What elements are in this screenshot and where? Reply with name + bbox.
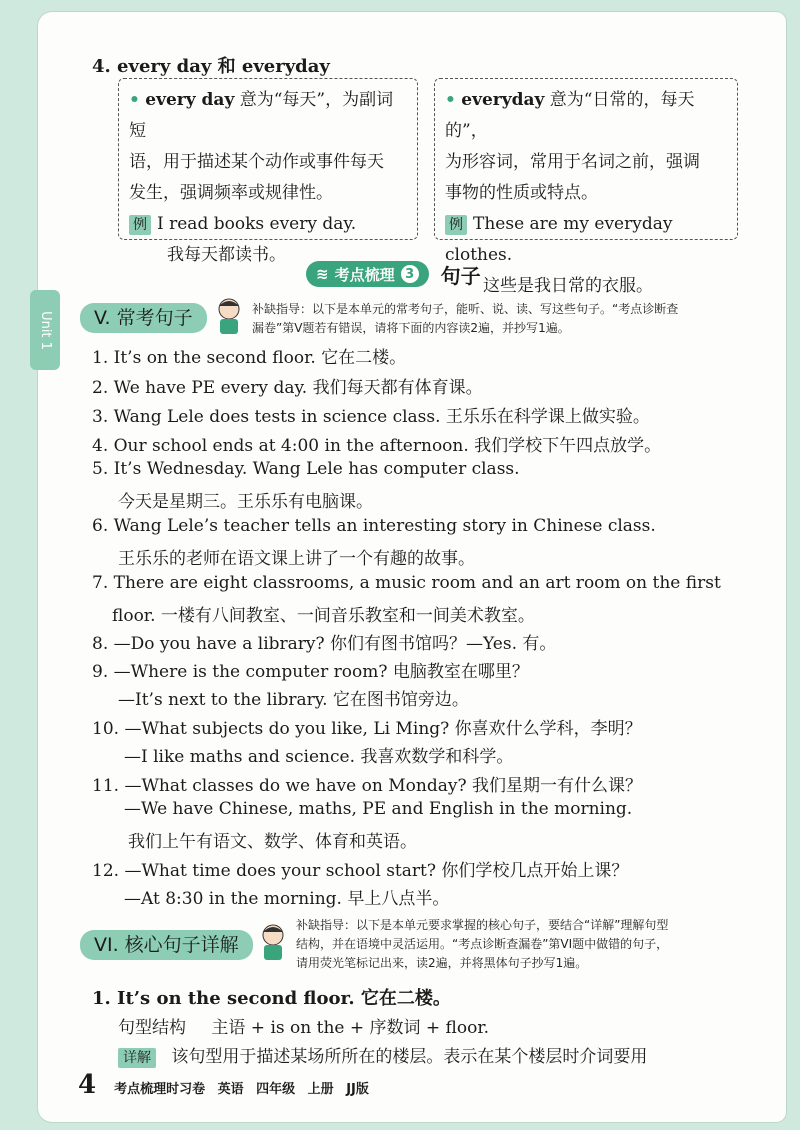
sentence-line: 12. —What time does your school start? 你们学校几点开始上课？ [92, 861, 629, 881]
sentence-translation: 今天是星期三。王乐乐有电脑课。 [118, 492, 373, 512]
term: everyday [461, 90, 545, 110]
guidance-note: 补缺指导：以下是本单元要求掌握的核心句子，要结合“详解”理解句型 [296, 918, 669, 932]
example-zh: 这些是我日常的衣服。 [483, 276, 653, 296]
sentence-line: 1. It’s on the second floor. 它在二楼。 [92, 348, 407, 368]
bullet-icon: • [129, 90, 140, 110]
def-text: 发生，强调频率或规律性。 [129, 183, 333, 203]
example-en: These are my everyday clothes. [445, 214, 673, 265]
page-number: 4 [78, 1070, 97, 1100]
def-text: 为形容词，常用于名词之前，强调 [445, 152, 700, 172]
sentence-line: 11. —What classes do we have on Monday? 我们星期一有什么课？ [92, 776, 642, 796]
sentence-answer: —It’s next to the library. 它在图书馆旁边。 [118, 690, 469, 710]
guidance-note: 补缺指导：以下是本单元的常考句子，能听、说、读、写这些句子。“考点诊断查 [252, 302, 679, 316]
guidance-note: 结构，并在语境中灵活运用。“考点诊断查漏卷”第VI题中做错的句子， [296, 937, 669, 951]
example-tag: 例 [129, 215, 151, 235]
def-text: 语，用于描述某个动作或事件每天 [129, 152, 384, 172]
sentence-line: 10. —What subjects do you like, Li Ming? 你喜欢什么学科，李明？ [92, 719, 642, 739]
example-tag: 例 [445, 215, 467, 235]
part5-tag: V. 常考句子 [80, 303, 207, 333]
sentence-answer: —I like maths and science. 我喜欢数学和科学。 [124, 747, 514, 767]
detail-row [118, 1042, 647, 1068]
term: every day [145, 90, 235, 110]
core-sentence: 1. It’s on the second floor. 它在二楼。 [92, 988, 451, 1009]
sentence-line: 3. Wang Lele does tests in science class. 王乐乐在科学课上做实验。 [92, 407, 650, 427]
guidance-note: 漏卷”第V题若有错误，请将下面的内容读2遍，并抄写1遍。 [252, 321, 570, 335]
student-icon [212, 296, 246, 336]
detail-text: 该句型用于描述某场所所在的楼层。表示在某个楼层时介词要用 [171, 1047, 648, 1067]
sentence-line: 7. There are eight classrooms, a music room and an art room on the first [92, 573, 721, 593]
example-zh: 我每天都读书。 [167, 245, 286, 265]
pill-number: 3 [401, 265, 419, 283]
unit-side-tab: Unit 1 [30, 290, 60, 370]
page-footer [78, 1070, 369, 1100]
bullet-icon: • [445, 90, 456, 110]
footer-text: 考点梳理时习卷 英语 四年级 上册 JJ版 [114, 1082, 369, 1097]
sentence-answer: —We have Chinese, maths, PE and English in the morning. [124, 799, 633, 819]
def-text: 意为“每天”，为副词短 [129, 90, 394, 141]
sentence-line: 9. —Where is the computer room? 电脑教室在哪里？ [92, 662, 529, 682]
guidance-note: 请用荧光笔标记出来，读2遍，并将黑体句子抄写1遍。 [296, 956, 588, 970]
sentence-line: 2. We have PE every day. 我们每天都有体育课。 [92, 378, 483, 398]
sentence-line: 6. Wang Lele’s teacher tells an interesting story in Chinese class. [92, 516, 656, 536]
example-en: I read books every day. [157, 214, 357, 234]
sentence-line: 5. It’s Wednesday. Wang Lele has computer class. [92, 459, 520, 479]
section-title: 句子 [440, 263, 481, 288]
structure-formula: 主语 + is on the + 序数词 + floor. [211, 1018, 490, 1038]
student-icon [256, 922, 290, 962]
sentence-continuation: floor. 一楼有八间教室、一间音乐教室和一间美术教室。 [112, 606, 535, 626]
pill-label: 考点梳理 [334, 265, 395, 284]
structure-row [118, 1013, 489, 1038]
def-text: 事物的性质或特点。 [445, 183, 598, 203]
topic-pill [306, 261, 429, 287]
detail-tag: 详解 [118, 1048, 156, 1068]
part6-tag: VI. 核心句子详解 [80, 930, 253, 960]
section-heading: 4. every day 和 everyday [92, 56, 330, 77]
sentence-line: 4. Our school ends at 4:00 in the afternoon. 我们学校下午四点放学。 [92, 436, 662, 456]
every-day-box [118, 78, 418, 265]
sentence-answer: —At 8:30 in the morning. 早上八点半。 [124, 889, 450, 909]
sentence-line: 8. —Do you have a library? 你们有图书馆吗？—Yes. 有。 [92, 634, 557, 654]
sentence-translation: 我们上午有语文、数学、体育和英语。 [128, 832, 417, 852]
def-text: 意为“日常的，每天的”， [445, 90, 695, 141]
wave-icon: ≋ [316, 265, 329, 283]
sentence-translation: 王乐乐的老师在语文课上讲了一个有趣的故事。 [118, 549, 475, 569]
structure-label: 句型结构 [118, 1018, 186, 1038]
section-title-bar [306, 260, 481, 288]
